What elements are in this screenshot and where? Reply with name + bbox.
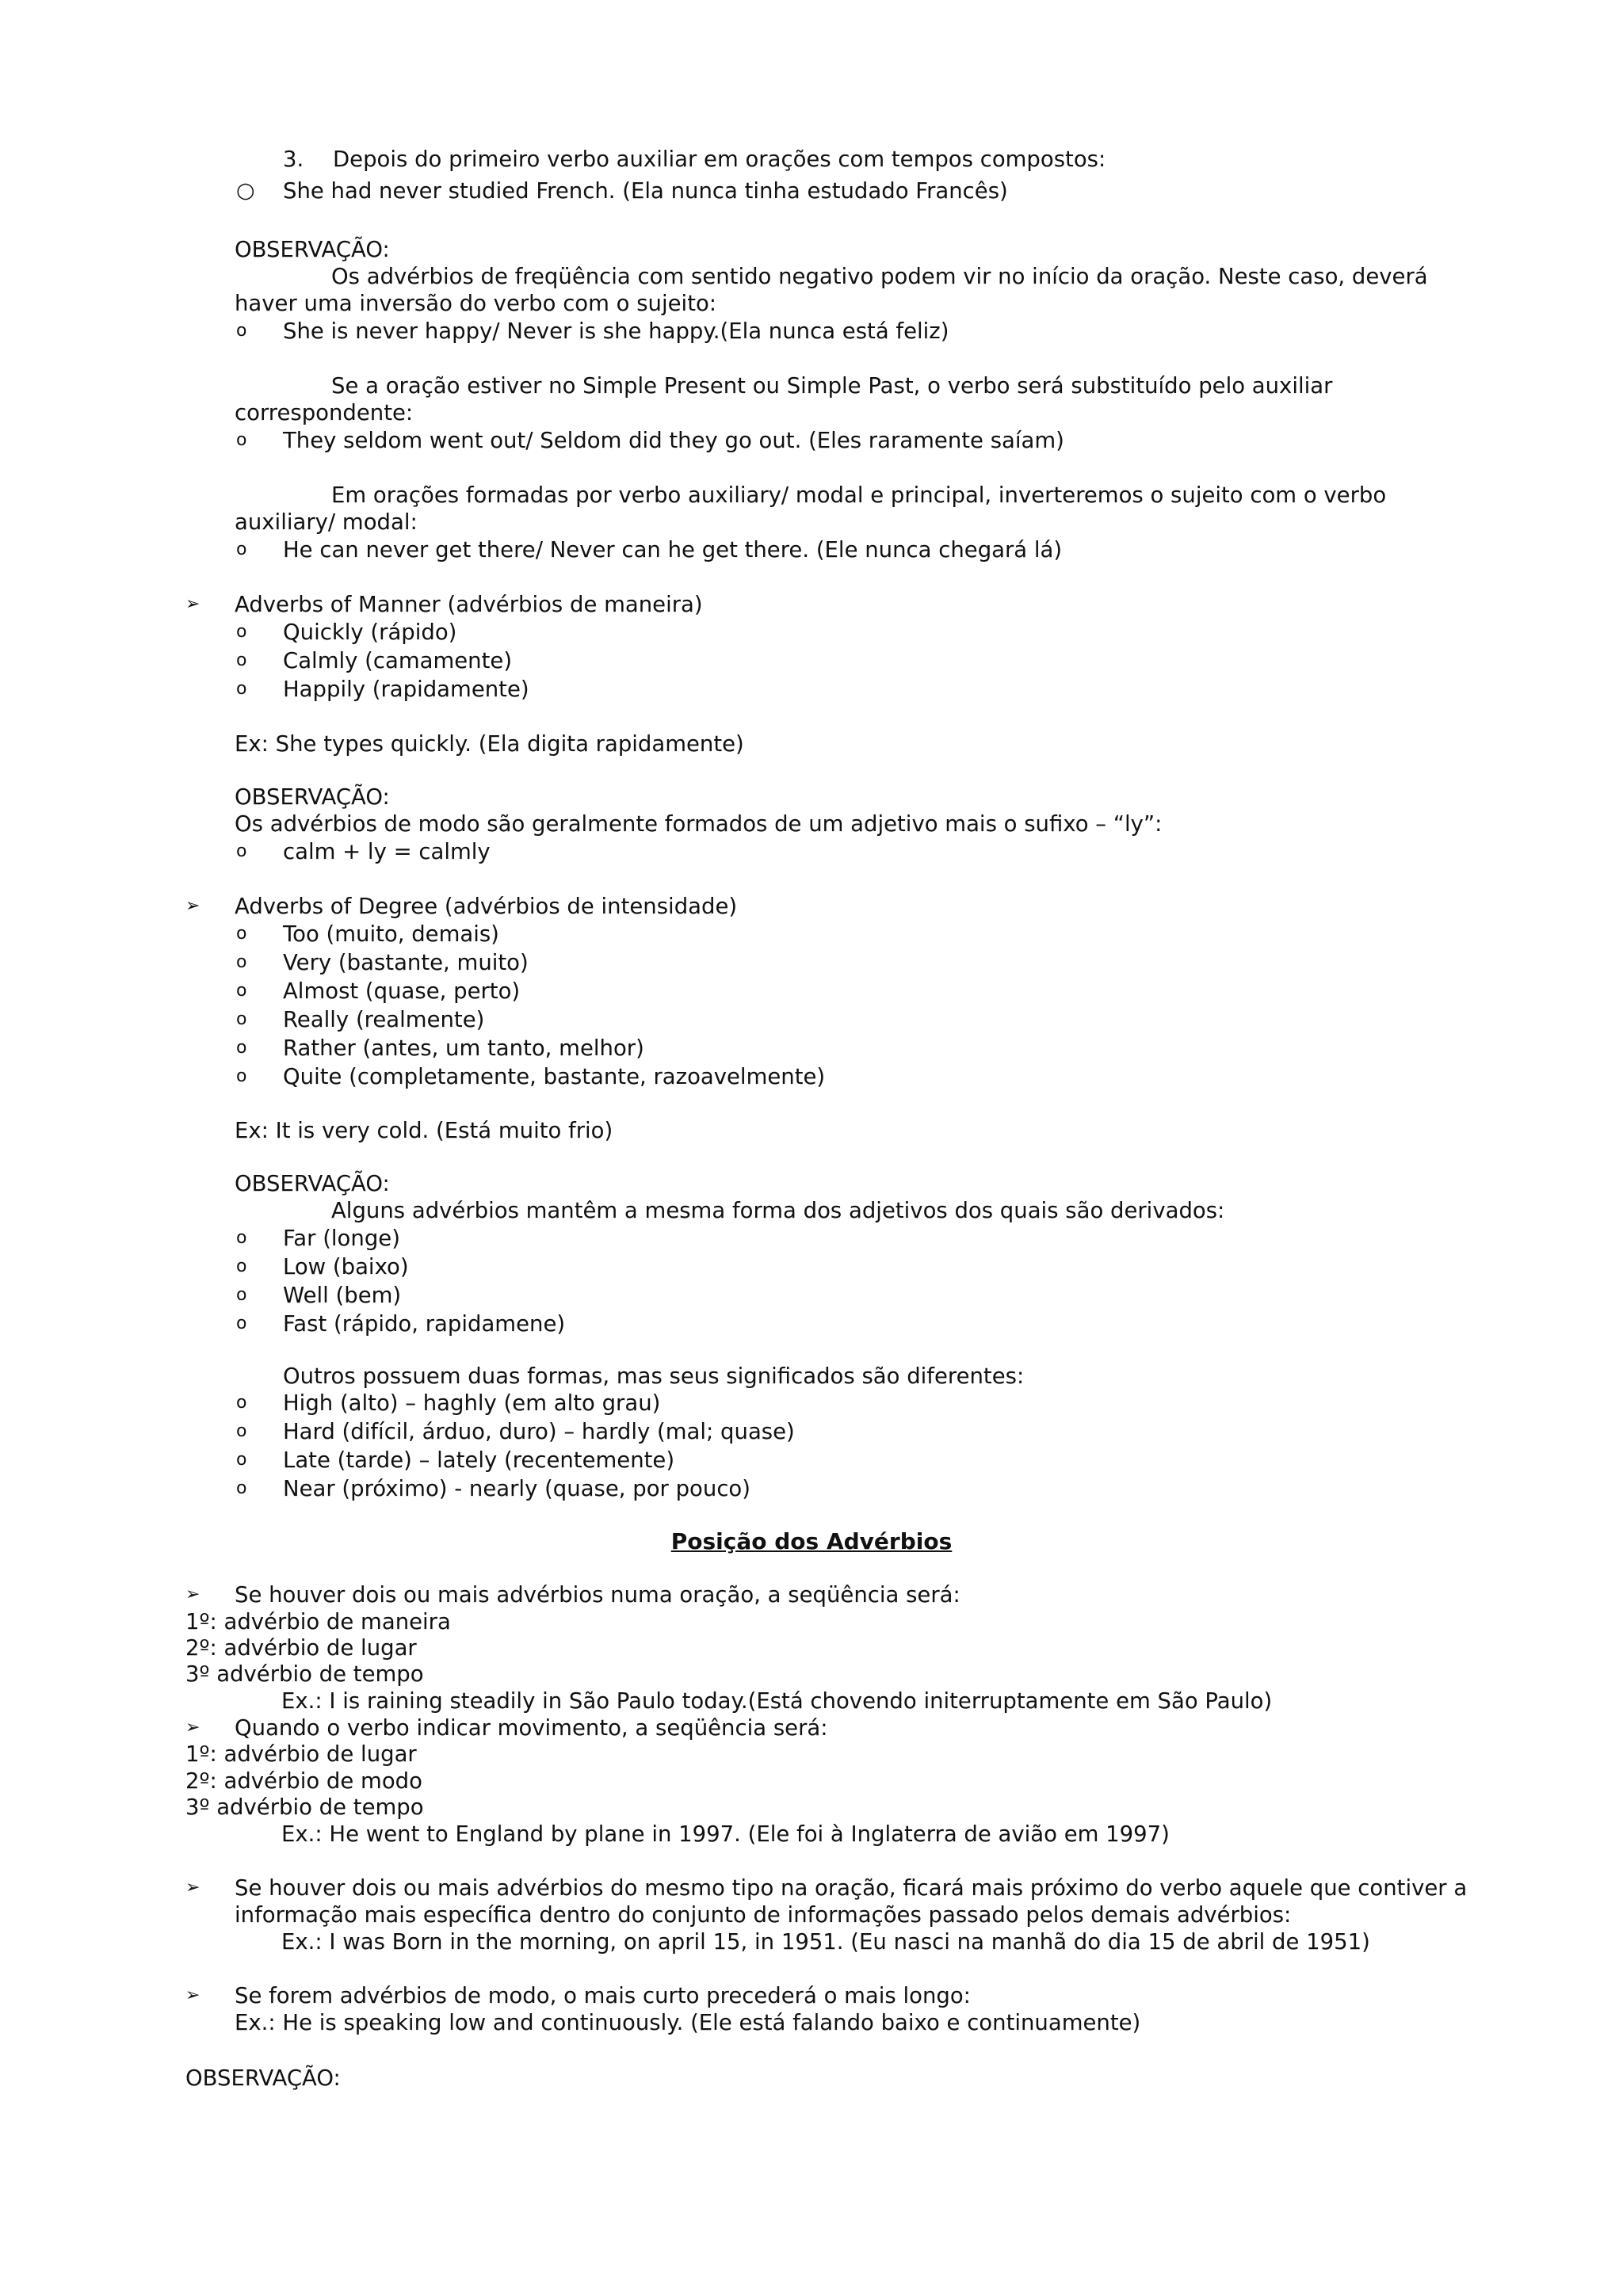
section-title: Adverbs of Degree (advérbios de intensidade) [235,894,738,919]
paragraph-line: Se a oração estiver no Simple Present ou Simple Past, o verbo será substituído pelo auxiliar [331,373,1333,399]
example-text: Ex.: He is speaking low and continuously. (Ele está falando baixo e continuamente) [235,2010,1141,2035]
example-text: Ex: It is very cold. (Está muito frio) [235,1118,613,1143]
example-text: Ex.: I was Born in the morning, on april 15, in 1951. (Eu nasci na manhã do dia 15 de abril de 1951) [281,1929,1370,1955]
circle-bullet-icon: o [236,1285,247,1305]
paragraph-line: Em orações formadas por verbo auxiliary/ modal e principal, inverteremos o sujeito com o verbo [331,482,1387,508]
list-item: calm + ly = calmly [283,839,491,864]
circle-bullet-icon: o [236,1009,247,1029]
rule-text: Se forem advérbios de modo, o mais curto precederá o mais longo: [235,1983,971,2008]
circle-bullet-icon: o [236,841,247,861]
list-number: 3. [283,147,304,172]
list-item-text: Depois do primeiro verbo auxiliar em orações com tempos compostos: [333,147,1106,172]
circle-bullet-icon: o [236,952,247,972]
list-item: Late (tarde) – lately (recentemente) [283,1447,675,1473]
order-item: 1º: advérbio de maneira [185,1609,451,1634]
rule-text: informação mais específica dentro do conjunto de informações passado pelos demais advérbios: [235,1902,1292,1928]
circle-bullet-icon: o [236,1393,247,1413]
arrow-bullet-icon: ➢ [185,1985,200,2005]
list-item: Quite (completamente, bastante, razoavelmente) [283,1064,826,1089]
circle-bullet-icon: o [236,1228,247,1248]
example-text: She is never happy/ Never is she happy.(Ela nunca está feliz) [283,318,949,344]
circle-bullet-icon: o [236,924,247,944]
circle-bullet-icon: o [236,981,247,1001]
paragraph-line: Alguns advérbios mantêm a mesma forma dos adjetivos dos quais são derivados: [331,1198,1225,1223]
paragraph-line: Outros possuem duas formas, mas seus significados são diferentes: [283,1363,1025,1389]
observation-title: OBSERVAÇÃO: [235,784,390,810]
circle-bullet-icon: o [236,1066,247,1086]
circle-bullet-icon: ○ [236,178,255,203]
list-item: Almost (quase, perto) [283,978,521,1004]
arrow-bullet-icon: ➢ [185,1718,200,1737]
paragraph-line: auxiliary/ modal: [235,509,418,535]
arrow-bullet-icon: ➢ [185,896,200,916]
rule-text: Se houver dois ou mais advérbios numa oração, a seqüência será: [235,1582,960,1608]
list-item: Fast (rápido, rapidamene) [283,1311,566,1337]
paragraph-line: correspondente: [235,400,414,425]
list-item: Rather (antes, um tanto, melhor) [283,1035,644,1061]
circle-bullet-icon: o [236,1478,247,1498]
circle-bullet-icon: o [236,1038,247,1058]
circle-bullet-icon: o [236,622,247,642]
rule-text: Se houver dois ou mais advérbios do mesmo tipo na oração, ficará mais próximo do verbo aquele que contiver a [235,1875,1468,1901]
circle-bullet-icon: o [236,430,247,450]
observation-title: OBSERVAÇÃO: [235,1171,390,1196]
circle-bullet-icon: o [236,1421,247,1441]
section-title: Adverbs of Manner (advérbios de maneira) [235,592,703,617]
list-item: Well (bem) [283,1283,402,1308]
paragraph-line: Os advérbios de modo são geralmente formados de um adjetivo mais o sufixo – “ly”: [235,811,1163,837]
circle-bullet-icon: o [236,1450,247,1470]
list-item: Too (muito, demais) [283,921,499,947]
list-item: Calmly (camamente) [283,648,513,673]
list-item: Really (realmente) [283,1007,485,1032]
list-item: High (alto) – haghly (em alto grau) [283,1390,661,1416]
order-item: 2º: advérbio de modo [185,1768,422,1794]
circle-bullet-icon: o [236,1257,247,1276]
paragraph-line: Os advérbios de freqüência com sentido negativo podem vir no início da oração. Neste caso, deverá [331,264,1428,289]
rule-text: Quando o verbo indicar movimento, a seqüência será: [235,1715,828,1741]
order-item: 2º: advérbio de lugar [185,1635,417,1661]
list-item: Quickly (rápido) [283,620,457,645]
order-item: 3º advérbio de tempo [185,1794,424,1820]
paragraph-line: haver uma inversão do verbo com o sujeito: [235,291,717,316]
example-text: Ex.: I is raining steadily in São Paulo today.(Está chovendo initerruptamente em São Paulo) [281,1688,1273,1714]
circle-bullet-icon: o [236,650,247,670]
example-text: He can never get there/ Never can he get there. (Ele nunca chegará lá) [283,537,1063,563]
observation-title: OBSERVAÇÃO: [185,2065,341,2091]
example-text: Ex.: He went to England by plane in 1997. (Ele foi à Inglaterra de avião em 1997) [281,1821,1170,1847]
arrow-bullet-icon: ➢ [185,1878,200,1897]
example-text: Ex: She types quickly. (Ela digita rapidamente) [235,731,744,757]
order-item: 3º advérbio de tempo [185,1661,424,1687]
arrow-bullet-icon: ➢ [185,1585,200,1604]
arrow-bullet-icon: ➢ [185,594,200,614]
example-text: She had never studied French. (Ela nunca tinha estudado Francês) [283,178,1008,204]
list-item: Happily (rapidamente) [283,677,529,702]
list-item: Near (próximo) - nearly (quase, por pouco) [283,1476,750,1501]
list-item: Very (bastante, muito) [283,950,529,975]
order-item: 1º: advérbio de lugar [185,1741,417,1767]
list-item: Far (longe) [283,1226,400,1251]
example-text: They seldom went out/ Seldom did they go out. (Eles raramente saíam) [283,428,1064,453]
section-heading: Posição dos Advérbios [670,1528,953,1554]
circle-bullet-icon: o [236,1314,247,1333]
observation-title: OBSERVAÇÃO: [235,237,390,262]
circle-bullet-icon: o [236,321,247,341]
circle-bullet-icon: o [236,679,247,699]
list-item: Low (baixo) [283,1254,409,1280]
list-item: Hard (difícil, árduo, duro) – hardly (mal; quase) [283,1419,795,1444]
circle-bullet-icon: o [236,540,247,559]
